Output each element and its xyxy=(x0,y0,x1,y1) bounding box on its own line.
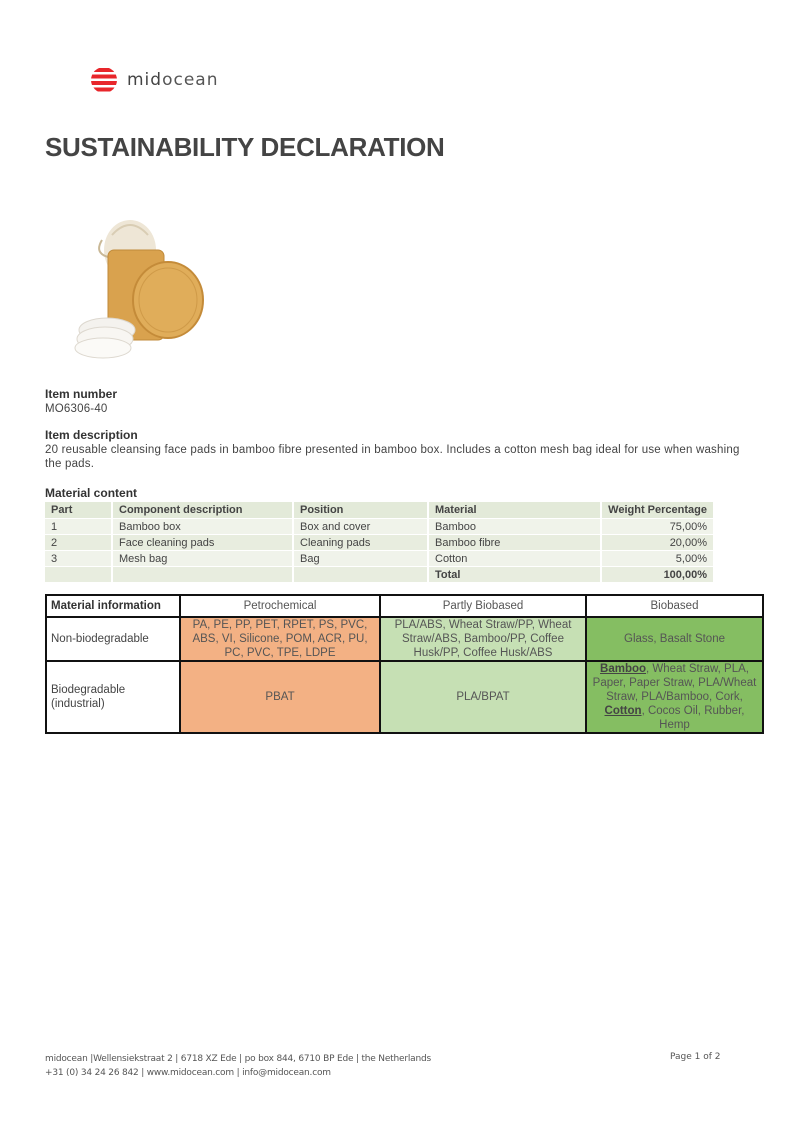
table-cell: Bamboo fibre xyxy=(428,535,601,551)
table-cell: 75,00% xyxy=(601,519,714,535)
table-cell: Box and cover xyxy=(293,519,428,535)
table-cell: 3 xyxy=(45,551,112,567)
biobased-cell xyxy=(586,661,763,733)
table-row xyxy=(45,519,714,535)
table-cell: Bamboo box xyxy=(112,519,293,535)
item-number-value: MO6306-40 xyxy=(45,403,108,415)
table-cell xyxy=(112,567,293,583)
midocean-logo-icon xyxy=(91,67,117,93)
total-value: 100,00% xyxy=(601,567,714,583)
table-cell: 1 xyxy=(45,519,112,535)
table-row xyxy=(46,617,763,661)
table-cell: Bamboo xyxy=(428,519,601,535)
footer-contact: +31 (0) 34 24 26 842 | www.midocean.com | info@midocean.com xyxy=(45,1068,331,1078)
column-header: Partly Biobased xyxy=(380,595,586,617)
table-header-row xyxy=(45,502,714,519)
column-header: Weight Percentage xyxy=(601,502,714,519)
material-content-label: Material content xyxy=(45,486,138,500)
column-header: Component description xyxy=(112,502,293,519)
table-cell: 2 xyxy=(45,535,112,551)
table-cell: 5,00% xyxy=(601,551,714,567)
table-cell: Bag xyxy=(293,551,428,567)
row-label: Biodegradable (industrial) xyxy=(46,661,180,733)
footer-address: midocean |Wellensiekstraat 2 | 6718 XZ Ede | po box 844, 6710 BP Ede | the Netherlands xyxy=(45,1054,431,1064)
table-row xyxy=(45,551,714,567)
table-cell: Cleaning pads xyxy=(293,535,428,551)
footer xyxy=(45,1052,431,1080)
total-label: Total xyxy=(428,567,601,583)
table-cell: Face cleaning pads xyxy=(112,535,293,551)
partly-biobased-cell: PLA/BPAT xyxy=(380,661,586,733)
highlighted-material: Bamboo xyxy=(600,663,647,675)
column-header: Part xyxy=(45,502,112,519)
item-description-value: 20 reusable cleansing face pads in bamboo fibre presented in bamboo box. Includes a cotton mesh bag ideal for use when washing the pads. xyxy=(45,444,740,470)
product-image xyxy=(72,205,212,365)
table-header-row xyxy=(46,595,763,617)
item-description-label: Item description xyxy=(45,428,138,442)
petrochemical-cell: PA, PE, PP, PET, RPET, PS, PVC, ABS, VI, Silicone, POM, ACR, PU, PC, PVC, TPE, LDPE xyxy=(180,617,380,661)
column-header: Material xyxy=(428,502,601,519)
material-list-text: , Wheat Straw, PLA, Paper, Paper Straw, PLA/Wheat Straw, PLA/Bamboo, Cork, xyxy=(592,663,757,703)
column-header: Petrochemical xyxy=(180,595,380,617)
column-header: Material information xyxy=(46,595,180,617)
biobased-cell: Glass, Basalt Stone xyxy=(586,617,763,661)
table-cell: 20,00% xyxy=(601,535,714,551)
table-row xyxy=(45,535,714,551)
column-header: Biobased xyxy=(586,595,763,617)
petrochemical-cell: PBAT xyxy=(180,661,380,733)
material-list-text: , Cocos Oil, Rubber, Hemp xyxy=(641,705,745,731)
table-cell xyxy=(293,567,428,583)
row-label: Non-biodegradable xyxy=(46,617,180,661)
highlighted-material: Cotton xyxy=(604,705,642,717)
table-row xyxy=(46,661,763,733)
table-total-row xyxy=(45,567,714,583)
material-content-table xyxy=(45,502,715,583)
table-cell xyxy=(45,567,112,583)
midocean-logo xyxy=(91,66,218,94)
table-cell: Mesh bag xyxy=(112,551,293,567)
page-title: SUSTAINABILITY DECLARATION xyxy=(45,132,445,162)
item-number-label: Item number xyxy=(45,387,118,401)
material-information-table xyxy=(45,594,764,734)
brand-name: midocean xyxy=(127,70,219,90)
column-header: Position xyxy=(293,502,428,519)
page-number: Page 1 of 2 xyxy=(670,1052,721,1062)
table-cell: Cotton xyxy=(428,551,601,567)
partly-biobased-cell: PLA/ABS, Wheat Straw/PP, Wheat Straw/ABS, Bamboo/PP, Coffee Husk/PP, Coffee Husk/ABS xyxy=(380,617,586,661)
